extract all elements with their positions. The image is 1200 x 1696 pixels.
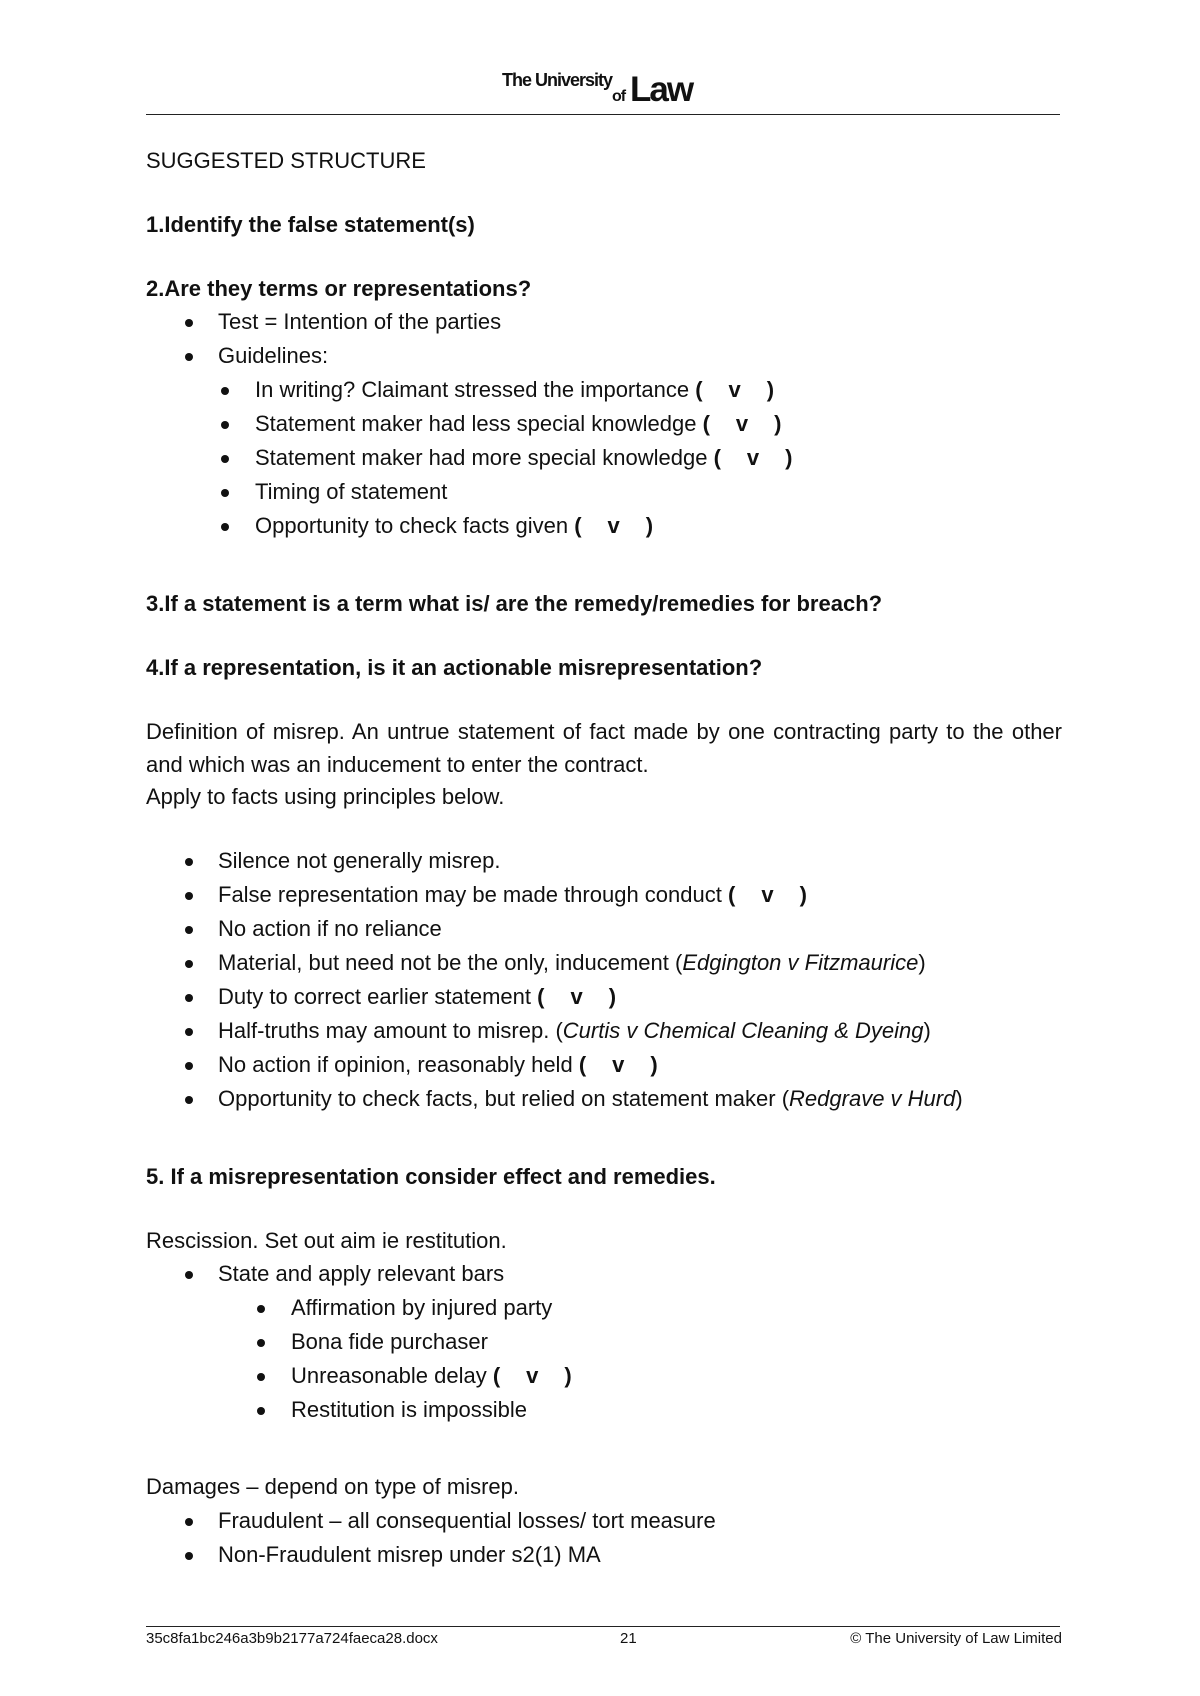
list-item: State and apply relevant bars: [146, 1257, 1062, 1291]
apply-instruction: Apply to facts using principles below.: [146, 784, 505, 809]
damages-list: [146, 1504, 1062, 1572]
list-item: Half-truths may amount to misrep. (Curtis v Chemical Cleaning & Dyeing): [146, 1014, 1062, 1048]
list-item: Material, but need not be the only, inducement (Edgington v Fitzmaurice): [146, 946, 1062, 980]
bars-intro-list: [146, 1257, 1062, 1291]
list-item: Statement maker had less special knowledge ( v ): [146, 407, 1062, 441]
list-item: Timing of statement: [146, 475, 1062, 509]
case-citation: Redgrave v Hurd: [789, 1085, 956, 1111]
section-heading: SUGGESTED STRUCTURE: [146, 148, 426, 173]
misrep-principles-list: [146, 844, 1062, 1116]
case-citation: Curtis v Chemical Cleaning & Dyeing: [562, 1017, 924, 1043]
list-item: Bona fide purchaser: [146, 1325, 1062, 1359]
list-item: In writing? Claimant stressed the importance ( v ): [146, 373, 1062, 407]
list-item: Duty to correct earlier statement ( v ): [146, 980, 1062, 1014]
rescission-text: Rescission. Set out aim ie restitution.: [146, 1227, 507, 1253]
logo-line-1: The University: [502, 70, 613, 90]
logo-line-3: Law: [630, 70, 693, 109]
page-footer: [146, 1630, 1062, 1652]
list-item: Silence not generally misrep.: [146, 844, 1062, 878]
list-item: No action if opinion, reasonably held ( v ): [146, 1048, 1062, 1082]
list-item: Opportunity to check facts, but relied on statement maker (Redgrave v Hurd): [146, 1082, 1062, 1116]
list-item: Fraudulent – all consequential losses/ tort measure: [146, 1504, 1062, 1538]
list-item: Test = Intention of the parties: [146, 305, 1062, 339]
list-item: Restitution is impossible: [146, 1393, 1062, 1427]
list-item: Guidelines:: [146, 339, 1062, 373]
footer-filename: 35c8fa1bc246a3b9b2177a724faeca28.docx: [146, 1630, 438, 1647]
list-item: Opportunity to check facts given ( v ): [146, 509, 1062, 543]
list-item: Affirmation by injured party: [146, 1291, 1062, 1325]
list-item: Statement maker had more special knowledge ( v ): [146, 441, 1062, 475]
list-item: No action if no reliance: [146, 912, 1062, 946]
case-citation: Edgington v Fitzmaurice: [682, 949, 919, 975]
footer-divider: [146, 1626, 1060, 1627]
header-divider: [146, 114, 1060, 115]
misrep-definition: Definition of misrep. An untrue statement of fact made by one contracting party to the other and which was an inducement to enter the contract.: [146, 719, 1062, 777]
step2-heading: 2.Are they terms or representations?: [146, 276, 532, 301]
step4-heading: 4.If a representation, is it an actionable misrepresentation?: [146, 655, 763, 680]
damages-text: Damages – depend on type of misrep.: [146, 1474, 520, 1499]
list-item: False representation may be made through conduct ( v ): [146, 878, 1062, 912]
list-item: Unreasonable delay ( v ): [146, 1359, 1062, 1393]
guidelines-list: [146, 373, 1062, 543]
logo-line-2: of: [612, 88, 626, 105]
step3-heading: 3.If a statement is a term what is/ are the remedy/remedies for breach?: [146, 591, 883, 616]
footer-copyright: © The University of Law Limited: [850, 1630, 1062, 1647]
list-item: Non-Fraudulent misrep under s2(1) MA: [146, 1538, 1062, 1572]
step1-heading: 1.Identify the false statement(s): [146, 212, 475, 237]
university-logo: [502, 70, 712, 108]
step2-list: [146, 305, 1062, 373]
document-body: [146, 145, 1062, 1572]
bars-list: [146, 1291, 1062, 1427]
step5-heading: 5. If a misrepresentation consider effect and remedies.: [146, 1163, 716, 1189]
footer-page-number: 21: [620, 1630, 637, 1647]
